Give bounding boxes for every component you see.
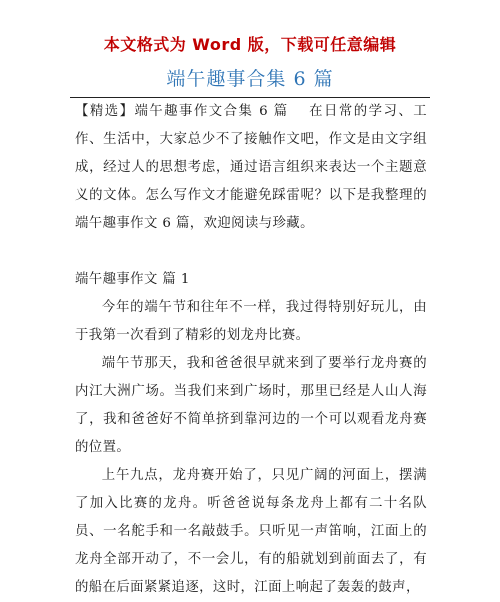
section-heading: 端午趣事作文 篇 1 [75, 272, 190, 287]
intro-paragraph: 【精选】端午趣事作文合集 6 篇 在日常的学习、工作、生活中，大家总少不了接触作文吧，作文是由文字组成，经过人的思想考虑，通过语言组织来表达一个主题意义的文体。怎么写作文才能避免踩雷呢？以下是我整理的端午趣事作文 6 篇，欢迎阅读与珍藏。 [75, 104, 427, 231]
body-paragraph-2: 端午节那天，我和爸爸很早就来到了要举行龙舟赛的内江大洲广场。当我们来到广场时，那里已经是人山人海了，我和爸爸好不简单挤到靠河边的一个可以观看龙舟赛的位置。 [75, 356, 427, 455]
paragraph-spacer [75, 238, 427, 266]
format-notice: 本文格式为 Word 版，下载可任意编辑 [103, 35, 397, 54]
document-body [75, 98, 427, 602]
document-title: 端午趣事合集 6 篇 [166, 68, 334, 90]
body-paragraph-3: 上午九点，龙舟赛开始了，只见广阔的河面上，摆满了加入比赛的龙舟。听爸爸说每条龙舟上都有二十名队员、一名舵手和一名敲鼓手。只听见一声笛响，江面上的龙舟全部开动了，不一会儿，有的船就划到前面去了，有的船在后面紧紧追逐，这时，江面上响起了轰轰的鼓声， [75, 468, 427, 595]
body-paragraph-1: 今年的端午节和往年不一样，我过得特别好玩儿，由于我第一次看到了精彩的划龙舟比赛。 [75, 300, 427, 343]
